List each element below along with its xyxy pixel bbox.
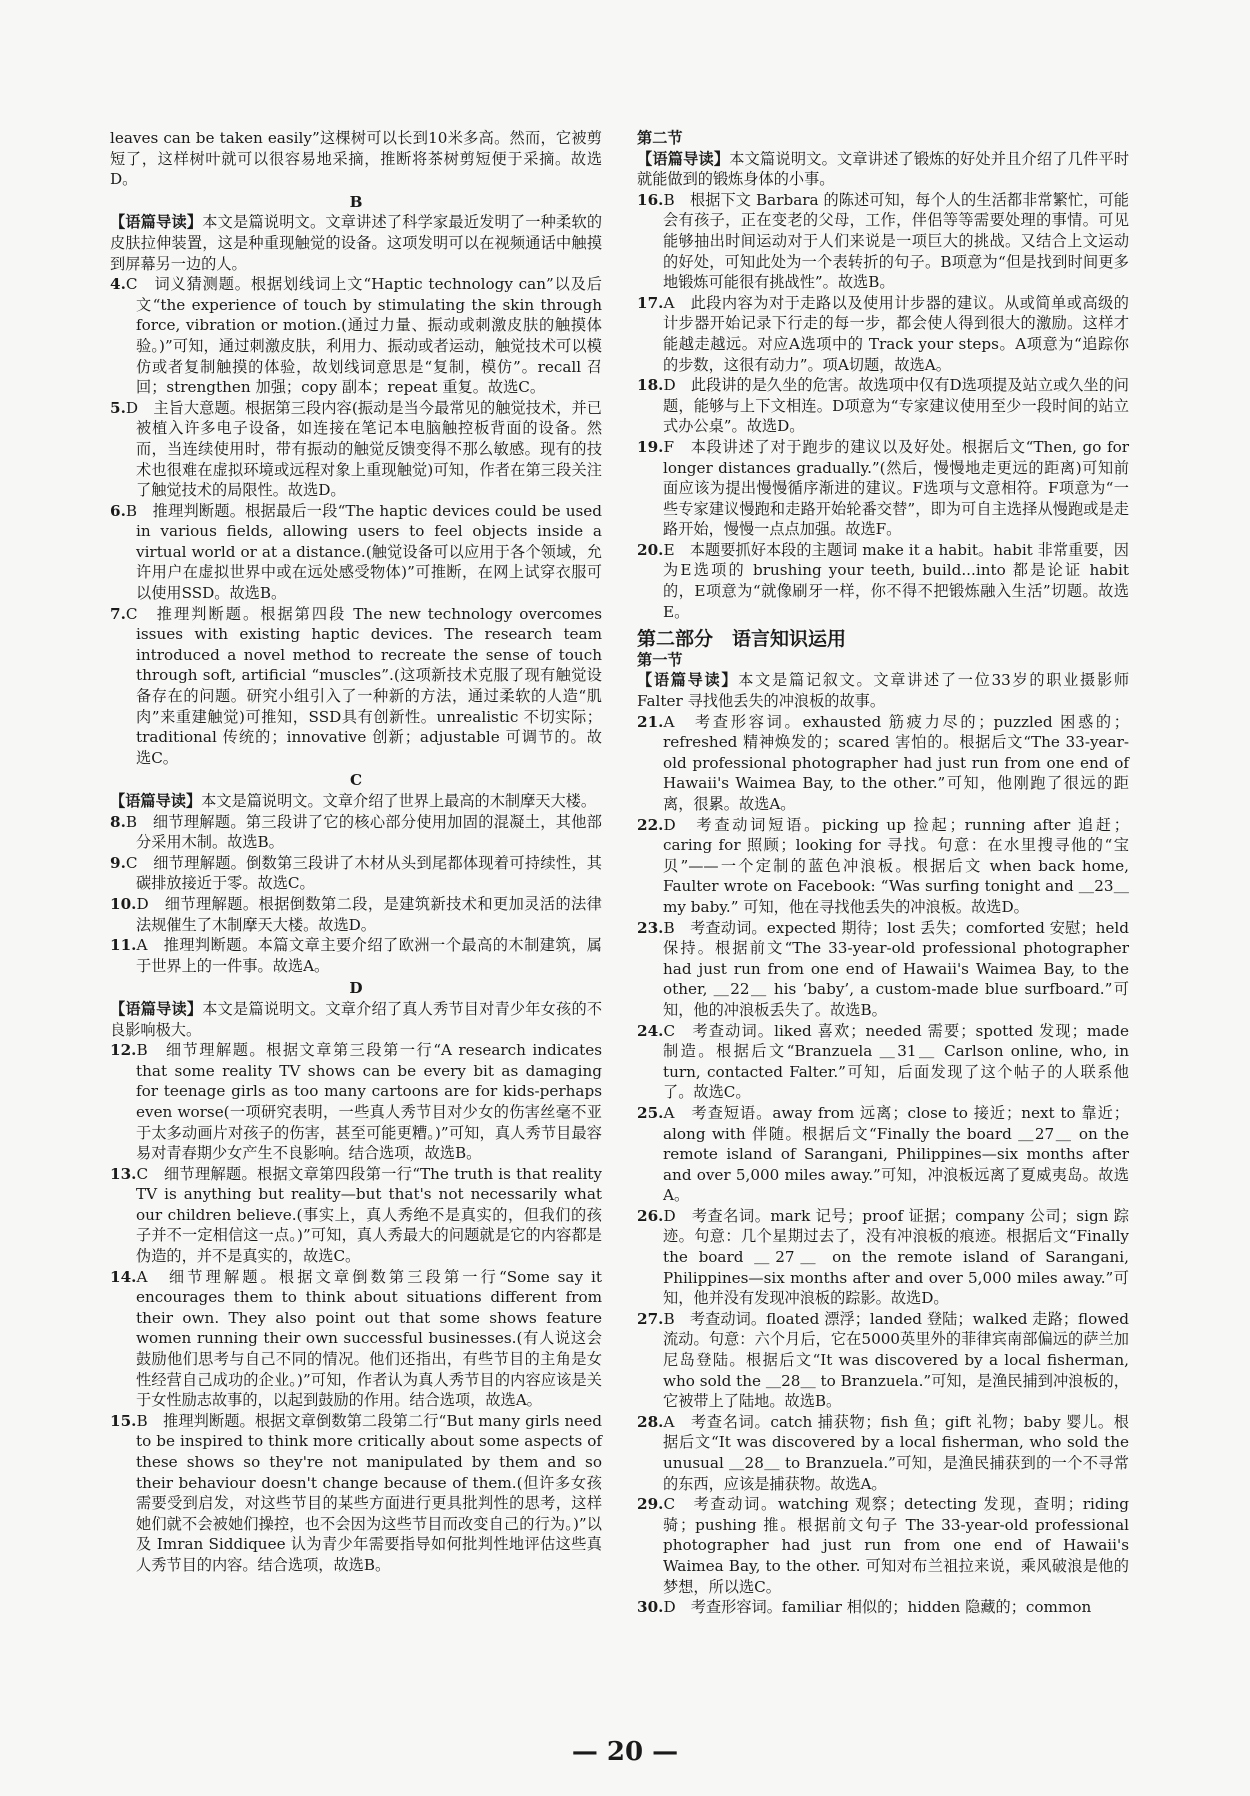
item-number: 18. — [637, 376, 664, 395]
intro-tag: 【语篇导读】 — [637, 149, 730, 168]
item-number: 11. — [110, 936, 137, 955]
answer-item-12 — [110, 1040, 602, 1164]
intro-tag: 【语篇导读】 — [110, 999, 203, 1018]
answer-item-11 — [110, 935, 602, 976]
item-text: A 此段内容为对于走路以及使用计步器的建议。从或简单或高级的计步器开始记录下行走的每一步，都会使人得到很大的激励。这样才能越走越远。对应A选项中的 Track your steps。A项意为“追踪你的步数，这很有动力”。项A切题，故选A。 — [663, 293, 1129, 374]
passage-intro-c — [110, 791, 602, 812]
item-text: C 推理判断题。根据第四段 The new technology overcomes issues with existing haptic devices. The research team introduced a novel method to recreate the sense of touch through soft, artificial “muscles”.(这项新技术克服了现有触觉设备存在的问题。研究小组引入了一种新的方法，通过柔软的人造“肌肉”来重建触觉)可推知，SSD具有创新性。unrealistic 不切实际；traditional 传统的；innovative 创新；adjustable 可调节的。故选C。 — [125, 604, 602, 767]
intro-text: 本文是篇记叙文。文章讲述了一位33岁的职业摄影师 Falter 寻找他丢失的冲浪板的故事。 — [637, 671, 1130, 711]
item-number: 7. — [110, 604, 126, 623]
intro-text: 本文是篇说明文。文章讲述了科学家最近发明了一种柔软的皮肤拉伸装置，这是种重现触觉的设备。这项发明可以在视频通话中触摸到屏幕另一边的人。 — [110, 213, 603, 273]
item-text: C 考查动词。watching 观察；detecting 发现，查明；riding 骑；pushing 推。根据前文句子 The 33-year-old professional photographer had just run from one end of Hawaii's Waimea Bay, to the other. 可知对布兰祖拉来说，乘风破浪是他的梦想，所以选C。 — [663, 1495, 1129, 1596]
passage-intro-d — [110, 999, 602, 1040]
item-number: 27. — [637, 1309, 664, 1328]
item-text: D 考查动词短语。picking up 捡起；running after 追赶；caring for 照顾；looking for 寻找。句意：在水里搜寻他的“宝贝”——一个定制的蓝色冲浪板。根据后文 when back home, Faulter wrote on Facebook: “Was surfing tonight and ＿23＿ my baby.” 可知，他在寻找他丢失的冲浪板。故选D。 — [663, 815, 1129, 916]
item-text: B 细节理解题。第三段讲了它的核心部分使用加固的混凝土，其他部分采用木制。故选B。 — [125, 812, 602, 852]
answer-item-23 — [637, 918, 1129, 1021]
answer-item-15 — [110, 1411, 602, 1576]
item-number: 21. — [637, 712, 664, 731]
answer-item-17 — [637, 293, 1129, 375]
item-number: 28. — [637, 1412, 664, 1431]
answer-item-25 — [637, 1103, 1129, 1206]
item-text: C 考查动词。liked 喜欢；needed 需要；spotted 发现；made 制造。根据后文“Branzuela ＿31＿ Carlson online, who, in turn, contacted Falter.”可知，后面发现了这个帖子的人联系他了。故选C。 — [663, 1021, 1129, 1102]
item-text: A 细节理解题。根据文章倒数第三段第一行“Some say it encourages them to think about situations different from their own. They also point out that some shows feature women running their own successful businesses.(有人说这会鼓励他们思考与自己不同的情况。他们还指出，有些节目的主角是女性经营自己成功的企业。)”可知，作者认为真人秀节目的内容应该是关于女性励志故事的，以起到鼓励的作用。结合选项，故选A。 — [136, 1267, 602, 1410]
intro-text: 本文是篇说明文。文章介绍了真人秀节目对青少年女孩的不良影响极大。 — [110, 999, 603, 1039]
item-text: B 细节理解题。根据文章第三段第一行“A research indicates that some reality TV shows can be every bit as damaging for teenage girls as too many cartoons are for kids-perhaps even worse(一项研究表明，一些真人秀节目对少女的伤害丝毫不亚于太多动画片对孩子的伤害，甚至可能更糟。)”可知，真人秀节目最容易对青春期少女产生不良影响。结合选项，故选B。 — [136, 1041, 602, 1163]
item-number: 4. — [110, 275, 126, 294]
answer-item-18 — [637, 375, 1129, 437]
item-text: D 考查形容词。familiar 相似的；hidden 隐藏的；common — [663, 1598, 1092, 1617]
item-number: 20. — [637, 540, 664, 559]
answer-item-30 — [637, 1597, 1129, 1618]
item-number: 26. — [637, 1206, 664, 1225]
item-number: 9. — [110, 853, 126, 872]
intro-tag: 【语篇导读】 — [110, 213, 203, 232]
item-number: 13. — [110, 1164, 137, 1183]
item-text: B 根据下文 Barbara 的陈述可知，每个人的生活都非常繁忙，可能会有孩子，正在变老的父母，工作，伴侣等等需要处理的事情。可见能够抽出时间运动对于人们来说是一项巨大的挑战。又结合上文运动的好处，可知此处为一个表转折的句子。B项意为“但是找到时间更多地锻炼可能很有挑战性”。故选B。 — [663, 190, 1129, 292]
answer-item-13 — [110, 1164, 602, 1267]
section-1-heading: 第一节 — [637, 650, 683, 669]
passage-intro-b — [110, 212, 602, 274]
item-number: 25. — [637, 1103, 664, 1122]
passage-intro-3 — [637, 670, 1129, 711]
item-text: C 细节理解题。倒数第三段讲了木材从头到尾都体现着可持续性，其碳排放接近于零。故选C。 — [125, 853, 602, 893]
answer-item-5 — [110, 398, 602, 501]
answer-item-9 — [110, 853, 602, 894]
item-text: C 细节理解题。根据文章第四段第一行“The truth is that reality TV is anything but reality—but that's not necessarily what our children believe.(事实上，真人秀绝不是真实的，但我们的孩子并不一定相信这一点。)”可知，真人秀最大的问题就是它的内容都是伪造的，并不是真实的，故选C。 — [136, 1164, 602, 1266]
section-2-heading: 第二节 — [637, 129, 683, 147]
answer-item-19 — [637, 437, 1129, 540]
item-number: 5. — [110, 398, 126, 417]
section-b-heading: B — [349, 192, 363, 211]
item-number: 24. — [637, 1021, 664, 1040]
item-text: E 本题要抓好本段的主题词 make it a habit。habit 非常重要，因为E选项的 brushing your teeth, build...into 都是论证 habit 的，E项意为“就像刷牙一样，你不得不把锻炼融入生活”切题。故选E。 — [663, 540, 1129, 621]
item-number: 16. — [637, 190, 664, 209]
item-number: 29. — [637, 1495, 664, 1514]
item-number: 12. — [110, 1041, 137, 1060]
item-number: 30. — [637, 1598, 664, 1617]
item-text: D 考查名词。mark 记号；proof 证据；company 公司；sign 踪迹。句意：几个星期过去了，没有冲浪板的痕迹。根据后文“Finally the board ＿27＿ on the remote island of Sarangani, Philippines—six months after and over 5,000 miles away.”可知，他并没有发现冲浪板的踪影。故选D。 — [663, 1206, 1129, 1308]
item-number: 19. — [637, 437, 664, 456]
item-number: 23. — [637, 918, 664, 937]
answer-item-26 — [637, 1206, 1129, 1309]
page-number: — 20 — — [571, 1737, 679, 1767]
answer-item-6 — [110, 501, 602, 604]
item-number: 8. — [110, 812, 126, 831]
answer-item-28 — [637, 1412, 1129, 1494]
section-d-heading: D — [349, 979, 363, 998]
item-number: 15. — [110, 1411, 137, 1430]
item-text: A 考查名词。catch 捕获物；fish 鱼；gift 礼物；baby 婴儿。根据后文“It was discovered by a local fisherman, who sold the unusual ＿28＿ to Branzuela.”可知，是渔民捕获到的一个不寻常的东西，应该是捕获物。故选A。 — [663, 1412, 1129, 1493]
answer-item-22 — [637, 815, 1129, 918]
intro-text: 本文是篇说明文。文章介绍了世界上最高的木制摩天大楼。 — [201, 792, 596, 810]
item-text: D 此段讲的是久坐的危害。故选项中仅有D选项提及站立或久坐的问题，能够与上下文相连。D项意为“专家建议使用至少一段时间的站立式办公桌”。故选D。 — [663, 376, 1129, 436]
answer-item-24 — [637, 1021, 1129, 1103]
item-number: 17. — [637, 293, 664, 312]
item-text: C 词义猜测题。根据划线词上文“Haptic technology can”以及后文“the experience of touch by stimulating the skin through force, vibration or motion.(通过力量、振动或刺激皮肤的触摸体验。)”可知，通过刺激皮肤，利用力、振动或者运动，触觉技术可以模仿或者复制触摸的体验，故划线词意思是“复制，模仿”。recall 召回；strengthen 加强；copy 副本；repeat 重复。故选C。 — [125, 275, 602, 397]
item-text: B 推理判断题。根据文章倒数第二段第二行“But many girls need to be inspired to think more critically about some aspects of these shows so they're not manipulated by them and so their behaviour doesn't change because of them.(但许多女孩需要受到启发，对这些节目的某些方面进行更具批判性的思考，这样她们就不会被她们操控，也不会因为这些节目而改变自己的行为。)”以及 Imran Siddiquee 认为青少年需要指导如何批判性地评估这些真人秀节目的内容。结合选项，故选B。 — [136, 1411, 602, 1574]
item-text: A 推理判断题。本篇文章主要介绍了欧洲一个最高的木制建筑，属于世界上的一件事。故选A。 — [136, 936, 602, 975]
passage-intro-2 — [637, 149, 1129, 190]
intro-tag: 【语篇导读】 — [110, 792, 202, 810]
section-c-heading: C — [349, 771, 363, 790]
answer-item-7 — [110, 604, 602, 769]
item-text: F 本段讲述了对于跑步的建议以及好处。根据后文“Then, go for longer distances gradually.”(然后，慢慢地走更远的距离)可知前面应该为提出慢慢循序渐进的建议。F选项与文意相符。F项意为“一些专家建议慢跑和走路开始轮番交替”，即为可自主选择从慢跑或是走路开始，慢慢一点点加强。故选F。 — [663, 437, 1129, 539]
part-2-heading: 第二部分 语言知识运用 — [637, 628, 847, 651]
answer-item-29 — [637, 1494, 1129, 1597]
answer-item-20 — [637, 540, 1129, 622]
answer-item-27 — [637, 1309, 1129, 1412]
answer-item-8 — [110, 812, 602, 853]
item-text: D 细节理解题。根据倒数第二段，是建筑新技术和更加灵活的法律法规催生了木制摩天大楼。故选D。 — [136, 894, 602, 934]
left-column — [110, 128, 602, 1576]
item-text: D 主旨大意题。根据第三段内容(振动是当今最常见的触觉技术，并已被植入许多电子设备，如连接在笔记本电脑触控板背面的设备。然而，当连续使用时，带有振动的触觉反馈变得不那么敏感。现有的技术也很难在虚拟环境或远程对象上重现触觉)可知，作者在第三段关注了触觉技术的局限性。故选D。 — [125, 398, 602, 500]
item-number: 22. — [637, 815, 664, 834]
item-number: 10. — [110, 894, 137, 913]
item-text: B 考查动词。expected 期待；lost 丢失；comforted 安慰；held 保持。根据前文“The 33-year-old professional photographer had just run from one end of Hawaii's Waimea Bay, to the other, ＿22＿ his ‘baby’, a custom-made blue surfboard.”可知，他的冲浪板丢失了。故选B。 — [663, 918, 1129, 1019]
answer-item-16 — [637, 190, 1129, 293]
intro-text: 本文篇说明文。文章讲述了锻炼的好处并且介绍了几件平时就能做到的锻炼身体的小事。 — [637, 149, 1130, 189]
answer-item-14 — [110, 1267, 602, 1411]
answer-item-21 — [637, 712, 1129, 815]
lead-paragraph: leaves can be taken easily”这棵树可以长到10米多高。然而，它被剪短了，这样树叶就可以很容易地采摘，推断将茶树剪短便于采摘。故选D。 — [110, 129, 602, 189]
answer-item-4 — [110, 274, 602, 398]
item-text: B 推理判断题。根据最后一段“The haptic devices could be used in various fields, allowing users to feel objects inside a virtual world or at a distance.(触觉设备可以应用于各个领域，允许用户在虚拟世界中或在远处感受物体)”可推断，在网上试穿衣服可以使用SSD。故选B。 — [125, 501, 602, 603]
right-column — [637, 128, 1129, 1618]
intro-tag: 【语篇导读】 — [637, 671, 739, 690]
item-text: A 考查形容词。exhausted 筋疲力尽的；puzzled 困惑的；refreshed 精神焕发的；scared 害怕的。根据后文“The 33-year-old professional photographer had just run from one end of Hawaii's Waimea Bay, to the other.”可知，他刚跑了很远的距离，很累。故选A。 — [663, 712, 1129, 813]
item-text: B 考查动词。floated 漂浮；landed 登陆；walked 走路；flowed 流动。句意：六个月后，它在5000英里外的菲律宾南部偏远的萨兰加尼岛登陆。根据后文“It was discovered by a local fisherman, who sold the ＿28＿ to Branzuela.”可知，是渔民捕到冲浪板的，它被带上了陆地。故选B。 — [663, 1309, 1129, 1411]
item-number: 6. — [110, 501, 126, 520]
answer-item-10 — [110, 894, 602, 935]
item-text: A 考查短语。away from 远离；close to 接近；next to 靠近；along with 伴随。根据后文“Finally the board ＿27＿ on the remote island of Sarangani, Philippines—six months after and over 5,000 miles away.”可知，冲浪板远离了夏威夷岛。故选A。 — [663, 1103, 1129, 1205]
item-number: 14. — [110, 1267, 137, 1286]
